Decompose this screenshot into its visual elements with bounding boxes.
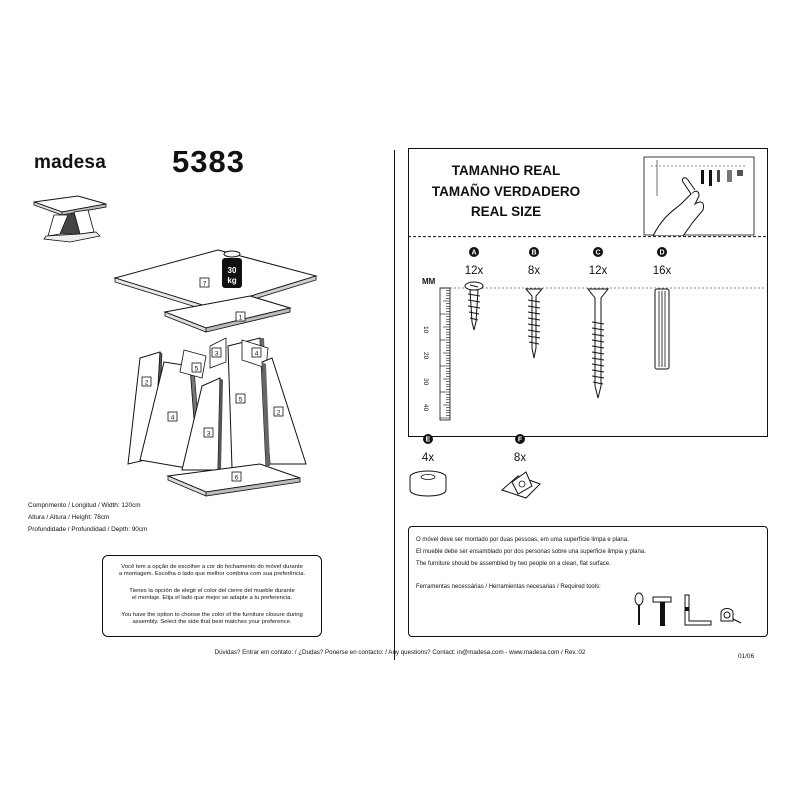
square-ruler-icon bbox=[685, 595, 711, 625]
hardware-d bbox=[653, 247, 672, 369]
hardware-real-size bbox=[408, 236, 766, 436]
assembly-note-box bbox=[408, 526, 768, 637]
svg-text:16x: 16x bbox=[652, 265, 672, 277]
svg-text:3: 3 bbox=[214, 350, 219, 358]
svg-text:2: 2 bbox=[276, 409, 281, 417]
part-label-4 bbox=[168, 412, 177, 422]
hardware-b bbox=[526, 247, 542, 358]
note-en: You have the option to choose the color of the furniture closure during assembly. Select the side that best matches your preference. bbox=[121, 612, 303, 626]
screwdriver-icon bbox=[635, 593, 643, 625]
svg-text:D: D bbox=[659, 249, 665, 257]
svg-text:4: 4 bbox=[254, 350, 259, 358]
tools-icons bbox=[627, 591, 747, 633]
svg-text:8x: 8x bbox=[513, 452, 527, 464]
svg-text:20: 20 bbox=[422, 352, 429, 360]
svg-text:5: 5 bbox=[238, 396, 243, 404]
table-thumbnail bbox=[30, 188, 112, 250]
real-size-title: TAMANHO REAL TAMAÑO VERDADERO REAL SIZE bbox=[431, 163, 581, 219]
part-label-3 bbox=[204, 428, 213, 438]
hardware-a bbox=[465, 247, 484, 330]
part-label-2 bbox=[274, 407, 283, 417]
part-label-6 bbox=[232, 472, 241, 482]
svg-text:12x: 12x bbox=[464, 265, 484, 277]
svg-text:8x: 8x bbox=[527, 265, 541, 277]
brand-logo: madesa bbox=[34, 152, 106, 173]
hardware-extra bbox=[404, 430, 564, 510]
part-label-4 bbox=[252, 348, 261, 358]
assembly-note-pt: O móvel deve ser montado por duas pessoas, em uma superfície limpa e plana. bbox=[416, 537, 629, 543]
svg-text:1: 1 bbox=[238, 314, 243, 322]
svg-text:12x: 12x bbox=[588, 265, 608, 277]
svg-text:4: 4 bbox=[170, 414, 175, 422]
svg-text:2: 2 bbox=[144, 379, 149, 387]
part-label-5 bbox=[236, 394, 245, 404]
part-label-5 bbox=[192, 363, 201, 373]
svg-text:7: 7 bbox=[202, 280, 207, 288]
model-number: 5383 bbox=[172, 144, 245, 179]
svg-text:30: 30 bbox=[227, 266, 237, 275]
note-es: Tienes la opción de elegir el color del cierre del mueble durante el montaje. Elija el lado que mejor se adapte a tu preferencia. bbox=[129, 588, 295, 602]
contact-footer: Dúvidas? Entrar em contato: / ¿Dudas? Ponerse en contacto: / Any questions? Contact: in@madesa.com - www.madesa.com / Rev.:02 bbox=[214, 649, 586, 656]
part-label-7 bbox=[200, 278, 209, 288]
svg-text:MM: MM bbox=[422, 277, 436, 286]
exploded-view-diagram bbox=[110, 238, 320, 508]
svg-text:30: 30 bbox=[422, 378, 429, 386]
svg-text:kg: kg bbox=[227, 276, 237, 285]
dimension-height: Altura / Altura / Height: 78cm bbox=[28, 513, 110, 521]
dimension-depth: Profundidade / Profundidad / Depth: 90cm bbox=[28, 525, 148, 533]
page-number: 01/06 bbox=[738, 653, 754, 660]
part-7-top bbox=[115, 250, 316, 308]
hand-measuring-illustration bbox=[643, 156, 755, 236]
svg-text:F: F bbox=[517, 436, 523, 444]
svg-text:6: 6 bbox=[234, 474, 239, 482]
tape-measure-icon bbox=[721, 609, 741, 624]
hardware-c bbox=[588, 247, 608, 398]
hardware-e bbox=[410, 434, 446, 496]
hardware-f bbox=[502, 434, 540, 498]
svg-text:3: 3 bbox=[206, 430, 211, 438]
svg-text:10: 10 bbox=[422, 326, 429, 334]
page-divider bbox=[394, 150, 395, 660]
part-label-2 bbox=[142, 377, 151, 387]
svg-text:4x: 4x bbox=[421, 452, 435, 464]
mm-ruler bbox=[422, 277, 450, 420]
assembly-note-en: The furniture should be assembled by two people on a clean, flat surface. bbox=[416, 561, 611, 567]
svg-text:B: B bbox=[531, 249, 537, 257]
svg-text:40: 40 bbox=[422, 404, 429, 412]
part-label-1 bbox=[236, 312, 245, 322]
assembly-note-es: El mueble debe ser ensamblado por dos personas sobre una superficie limpia y plana. bbox=[416, 549, 646, 555]
svg-text:C: C bbox=[595, 249, 601, 257]
dimension-width: Comprimento / Longitud / Width: 120cm bbox=[28, 502, 141, 509]
note-pt: Você tem a opção de escolher a cor do fechamento do móvel durante a montagem. Escolha o lado que melhor combina com sua preferência. bbox=[118, 564, 306, 578]
closure-option-note bbox=[102, 555, 322, 637]
part-label-3 bbox=[212, 348, 221, 358]
dimensions-list bbox=[28, 500, 147, 535]
svg-text:E: E bbox=[425, 436, 431, 444]
svg-text:5: 5 bbox=[194, 365, 199, 373]
required-tools-label: Ferramentas necessárias / Herramientas necesarias / Required tools: bbox=[416, 584, 601, 590]
hammer-icon bbox=[653, 597, 671, 626]
svg-text:A: A bbox=[471, 249, 477, 257]
